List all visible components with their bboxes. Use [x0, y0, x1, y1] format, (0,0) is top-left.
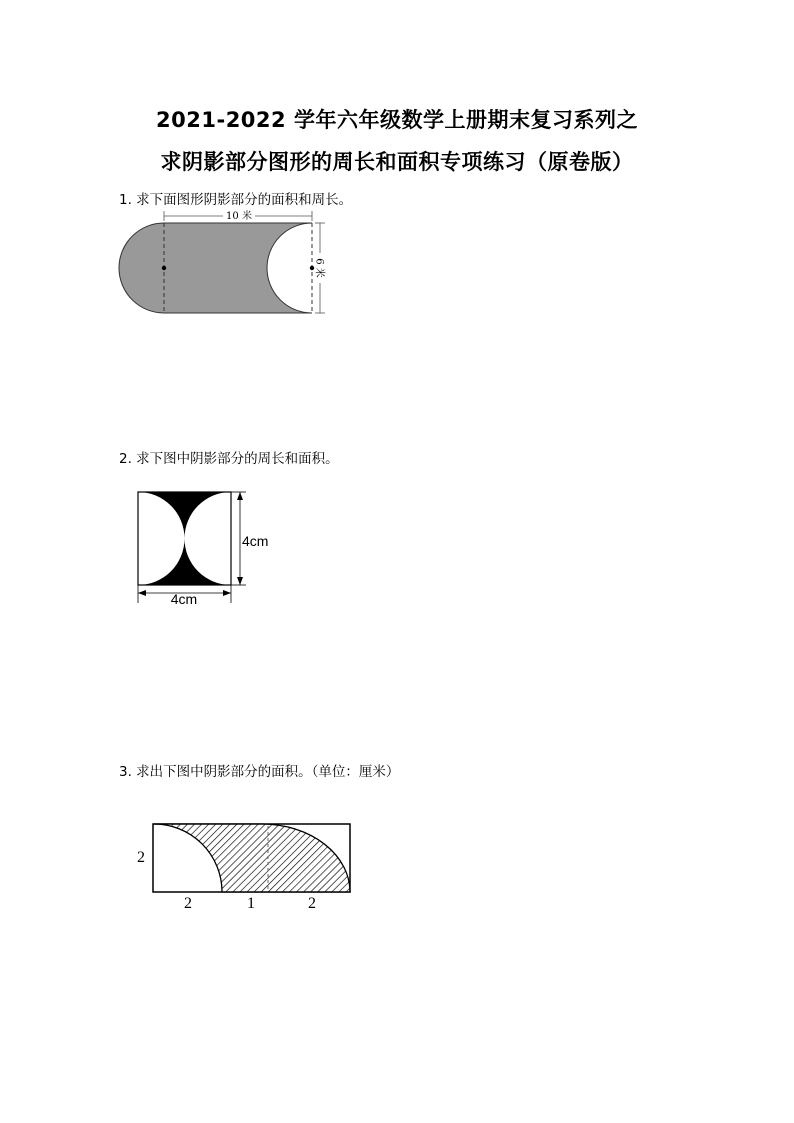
figure-1-width-label: 10 米: [226, 211, 252, 222]
page-title-line-2: 求阴影部分图形的周长和面积专项练习（原卷版）: [160, 150, 634, 174]
figure-2-width-label: 4cm: [170, 591, 198, 607]
question-2-text: 2. 求下图中阴影部分的周长和面积。: [119, 451, 339, 467]
figure-3-shape: [153, 824, 350, 892]
page-title-line-1: 2021-2022 学年六年级数学上册期末复习系列之: [156, 108, 638, 132]
figure-3-bottom-label-3: 2: [308, 895, 316, 912]
figure-1-height-label: 6 米: [313, 258, 325, 278]
figure-3-bottom-label-2: 1: [247, 895, 255, 912]
figure-3-bottom-label-1: 2: [184, 895, 192, 912]
figure-3-side-label: 2: [137, 849, 145, 866]
question-3-text: 3. 求出下图中阴影部分的面积。（单位：厘米）: [119, 764, 400, 780]
question-1-text: 1. 求下面图形阴影部分的面积和周长。: [119, 192, 353, 208]
figure-2-height-label: 4cm: [242, 533, 269, 549]
